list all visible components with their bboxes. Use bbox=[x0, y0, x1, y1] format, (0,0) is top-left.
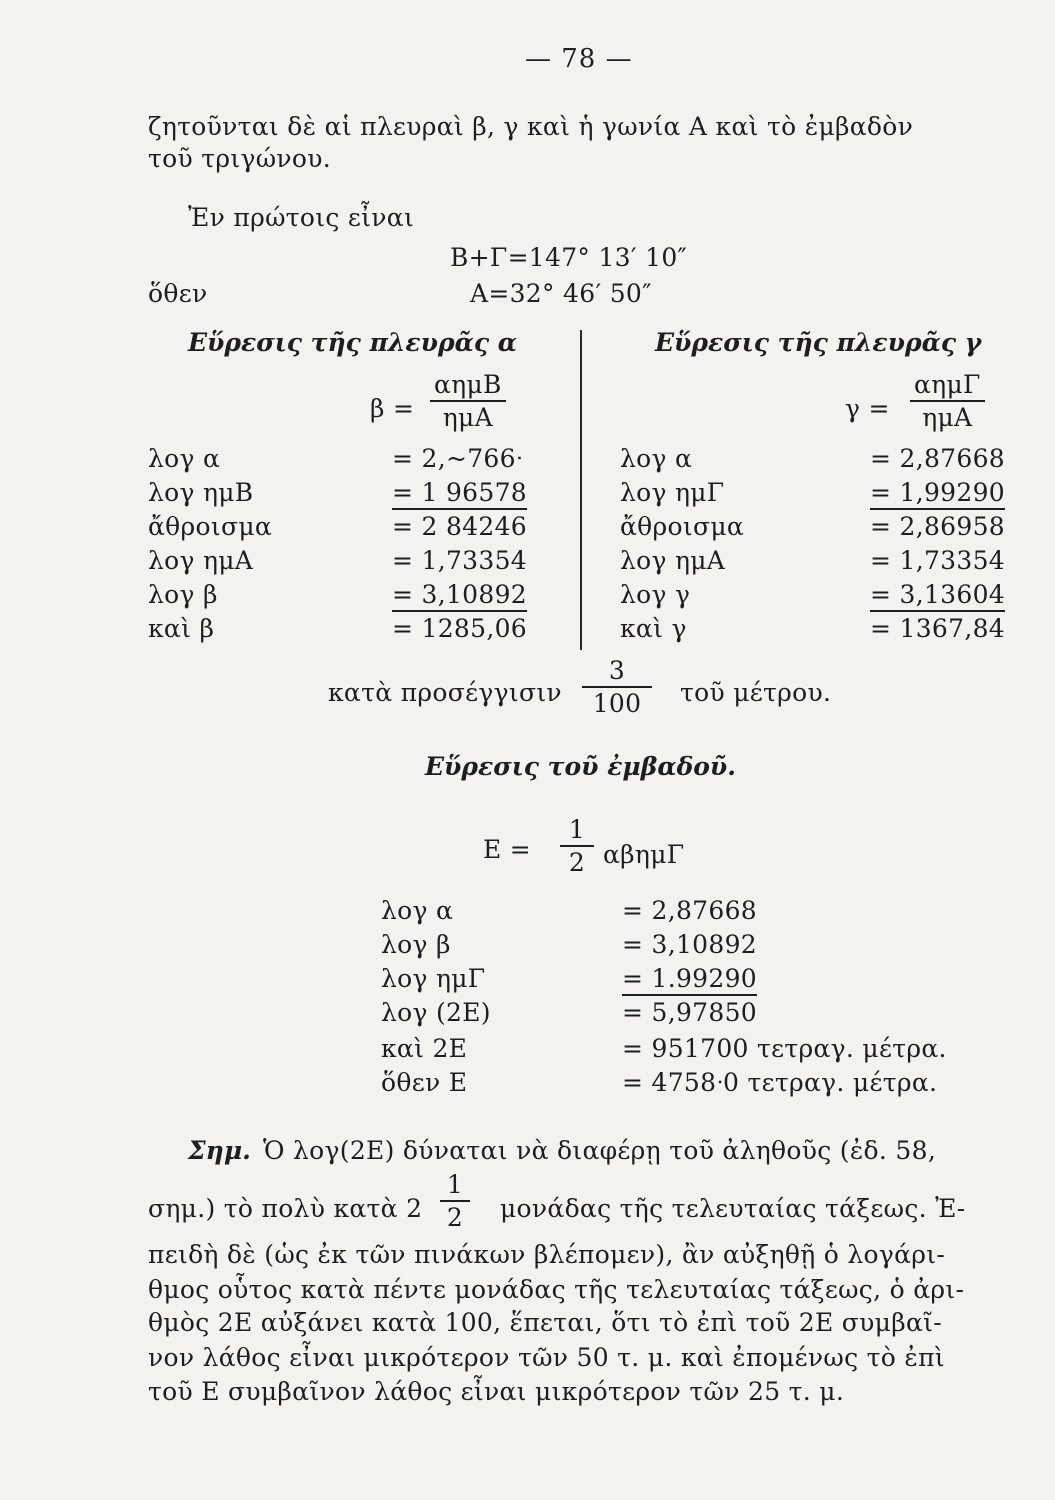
right-row-label: λογ γ bbox=[620, 580, 691, 609]
note-line-2b: μονάδας τῆς τελευταίας τάξεως. Ἐ- bbox=[500, 1194, 966, 1223]
left-row-label: ἄθροισμα bbox=[148, 512, 273, 541]
left-row-label: λογ β bbox=[148, 580, 218, 609]
approx-numerator: 3 bbox=[582, 656, 652, 688]
intro-line-1: ζητοῦνται δὲ αἱ πλευραὶ β, γ καὶ ἡ γωνία Α καὶ τὸ ἐμβαδὸν bbox=[148, 112, 914, 141]
approx-suffix: τοῦ μέτρου. bbox=[680, 678, 832, 707]
approx-denominator: 100 bbox=[592, 689, 642, 718]
left-formula-numerator: αημΒ bbox=[430, 370, 506, 402]
right-row-value: = 3,13604 bbox=[870, 580, 1005, 612]
right-formula-lhs: γ = bbox=[845, 394, 890, 423]
area-row-value: = 2,87668 bbox=[622, 896, 757, 925]
note-line-3: πειδὴ δὲ (ὡς ἐκ τῶν πινάκων βλέπομεν), ἂν αὐξηθῇ ὁ λογάρι- bbox=[148, 1240, 946, 1269]
area-row-value: = 1.99290 bbox=[622, 964, 757, 996]
page-number: — 78 — bbox=[525, 44, 633, 74]
intro-line-2: τοῦ τριγώνου. bbox=[148, 144, 331, 173]
equation-a: Α=32° 46′ 50″ bbox=[470, 279, 652, 308]
area-row-value: = 3,10892 bbox=[622, 930, 757, 959]
area-row-value: = 5,97850 bbox=[622, 998, 757, 1027]
left-row-value: = 3,10892 bbox=[392, 580, 527, 612]
area-row-label: καὶ 2Ε bbox=[381, 1034, 468, 1063]
right-row-value: = 1,99290 bbox=[870, 478, 1005, 510]
note-label: Σημ. bbox=[188, 1136, 251, 1165]
note-fraction-denominator: 2 bbox=[446, 1203, 464, 1232]
note-fraction bbox=[440, 1170, 470, 1232]
left-heading: Εὕρεσις τῆς πλευρᾶς α bbox=[188, 328, 518, 357]
intro-line-3: Ἐν πρώτοις εἶναι bbox=[188, 203, 415, 232]
left-formula-fraction bbox=[430, 370, 506, 432]
right-row-value: = 1367,84 bbox=[870, 614, 1005, 643]
right-row-label: λογ ημΓ bbox=[620, 478, 725, 507]
right-heading: Εὕρεσις τῆς πλευρᾶς γ bbox=[655, 328, 982, 357]
note-line-5: θμὸς 2Ε αὐξάνει κατὰ 100, ἕπεται, ὅτι τὸ ἐπὶ τοῦ 2Ε συμβαῖ- bbox=[148, 1308, 942, 1337]
left-row-label: λογ α bbox=[148, 444, 221, 473]
left-row-label: λογ ημΒ bbox=[148, 478, 254, 507]
area-row-value: = 951700 τετραγ. μέτρα. bbox=[622, 1034, 947, 1063]
area-row-label: ὅθεν Ε bbox=[381, 1068, 468, 1097]
left-row-value: = 1285,06 bbox=[392, 614, 527, 643]
area-formula-numerator: 1 bbox=[560, 815, 594, 847]
equation-b-plus-c: Β+Γ=147° 13′ 10″ bbox=[450, 243, 688, 272]
right-row-label: λογ α bbox=[620, 444, 693, 473]
note-line-4: θμος οὗτος κατὰ πέντε μονάδας τῆς τελευταίας τάξεως, ὁ ἀρι- bbox=[148, 1275, 965, 1304]
approx-prefix: κατὰ προσέγγισιν bbox=[328, 678, 562, 707]
note-line-7: τοῦ Ε συμβαῖνον λάθος εἶναι μικρότερον τῶν 25 τ. μ. bbox=[148, 1377, 845, 1406]
area-row-label: λογ β bbox=[381, 930, 451, 959]
note-line-1: Ὁ λογ(2Ε) δύναται νὰ διαφέρῃ τοῦ ἀληθοῦς (ἐδ. 58, bbox=[263, 1136, 937, 1165]
left-formula-lhs: β = bbox=[370, 394, 415, 423]
area-heading: Εὕρεσις τοῦ ἐμβαδοῦ. bbox=[425, 752, 736, 781]
area-row-label: λογ α bbox=[381, 896, 454, 925]
area-formula-rhs: αβημΓ bbox=[603, 840, 685, 869]
right-row-value: = 2,86958 bbox=[870, 512, 1005, 541]
area-row-value: = 4758ᐧ0 τετραγ. μέτρα. bbox=[622, 1068, 938, 1097]
left-row-value: = 1,73354 bbox=[392, 546, 527, 575]
note-line-2a: σημ.) τὸ πολὺ κατὰ 2 bbox=[148, 1194, 423, 1223]
note-fraction-numerator: 1 bbox=[440, 1170, 470, 1202]
right-formula-numerator: αημΓ bbox=[910, 370, 985, 402]
left-row-value: = 2,~766ᐧ bbox=[392, 444, 523, 473]
left-row-value: = 2 84246 bbox=[392, 512, 527, 541]
area-formula-denominator: 2 bbox=[568, 848, 586, 877]
left-formula-denominator: ημΑ bbox=[442, 403, 493, 432]
left-row-value: = 1 96578 bbox=[392, 478, 527, 510]
area-row-label: λογ ημΓ bbox=[381, 964, 486, 993]
approx-fraction bbox=[582, 656, 652, 718]
right-row-value: = 2,87668 bbox=[870, 444, 1005, 473]
area-row-label: λογ (2Ε) bbox=[381, 998, 491, 1027]
right-row-label: καὶ γ bbox=[620, 614, 687, 643]
right-formula-fraction bbox=[910, 370, 985, 432]
column-divider bbox=[580, 330, 582, 650]
right-row-label: ἄθροισμα bbox=[620, 512, 745, 541]
hothen-label: ὅθεν bbox=[148, 279, 208, 308]
area-formula-fraction bbox=[560, 815, 594, 877]
right-row-label: λογ ημΑ bbox=[620, 546, 726, 575]
right-formula-denominator: ημΑ bbox=[922, 403, 973, 432]
left-row-label: λογ ημΑ bbox=[148, 546, 254, 575]
right-row-value: = 1,73354 bbox=[870, 546, 1005, 575]
left-row-label: καὶ β bbox=[148, 614, 215, 643]
area-formula-lhs: Ε = bbox=[483, 835, 532, 864]
note-line-6: νον λάθος εἶναι μικρότερον τῶν 50 τ. μ. καὶ ἐπομένως τὸ ἐπὶ bbox=[148, 1343, 945, 1372]
